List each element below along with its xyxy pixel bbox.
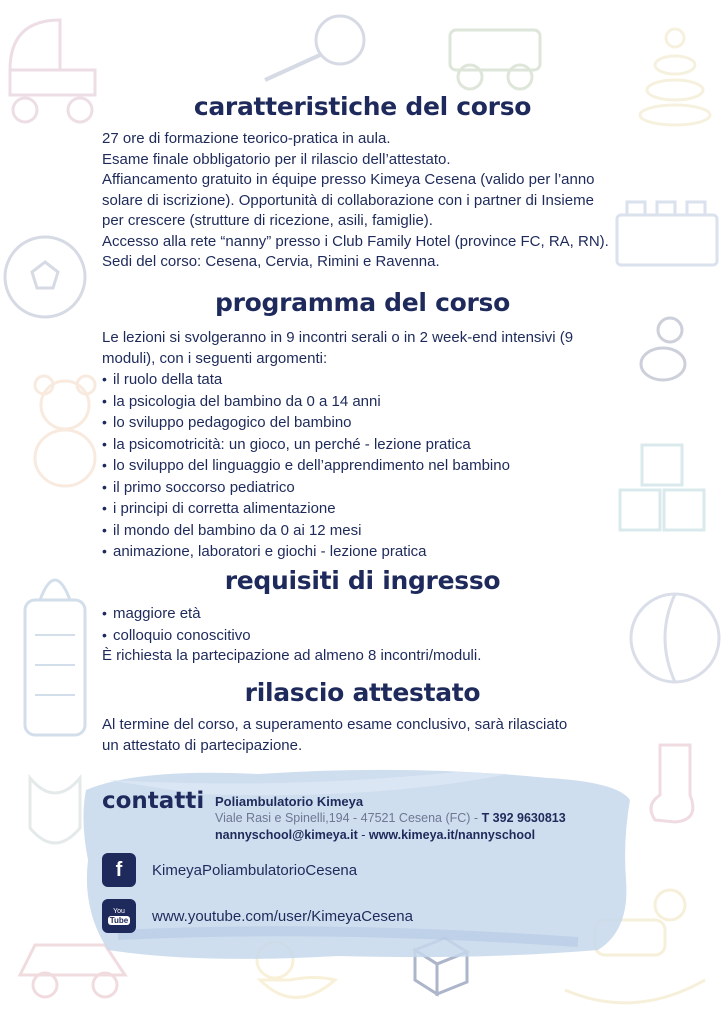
requirements-list bbox=[102, 603, 622, 646]
youtube-icon bbox=[102, 899, 136, 933]
beach-ball-doodle bbox=[625, 588, 725, 688]
teddy-bear-doodle bbox=[20, 370, 110, 490]
features-line: per crescere (strutture di ricezione, asili, famiglie). bbox=[102, 212, 433, 229]
program-heading: programma del corso bbox=[215, 288, 510, 317]
address-line bbox=[215, 810, 625, 827]
list-item: • lo sviluppo del linguaggio e dell’apprendimento nel bambino bbox=[102, 455, 622, 477]
contact-details bbox=[215, 793, 625, 844]
program-text bbox=[102, 328, 622, 563]
ball-doodle bbox=[0, 232, 90, 322]
youtube-link[interactable] bbox=[102, 899, 413, 933]
features-line: 27 ore di formazione teorico-pratica in aula. bbox=[102, 130, 391, 147]
program-topics-list bbox=[102, 369, 622, 563]
list-item: • il primo soccorso pediatrico bbox=[102, 477, 622, 499]
facebook-link[interactable] bbox=[102, 853, 357, 887]
requirements-text bbox=[102, 603, 622, 667]
features-line: Esame finale obbligatorio per il rilascio dell’attestato. bbox=[102, 150, 451, 168]
facebook-icon bbox=[102, 853, 136, 887]
program-intro-line: Le lezioni si svolgeranno in 9 incontri serali o in 2 week-end intensivi (9 bbox=[102, 329, 574, 346]
website-link[interactable]: www.kimeya.it/nannyschool bbox=[368, 828, 536, 842]
list-item: • i principi di corretta alimentazione bbox=[102, 498, 622, 520]
rattle-doodle bbox=[250, 10, 370, 90]
certificate-line: Al termine del corso, a superamento esame conclusivo, sarà rilasciato bbox=[102, 716, 568, 733]
features-line: Accesso alla rete “nanny” presso i Club Family Hotel (province FC, RA, RN). bbox=[102, 232, 609, 250]
features-text bbox=[102, 129, 622, 273]
sock-doodle bbox=[640, 740, 710, 830]
features-line: Affiancamento gratuito in équipe presso Kimeya Cesena (valido per l’anno bbox=[102, 171, 595, 188]
requirements-heading: requisiti di ingresso bbox=[224, 566, 501, 595]
requirements-note: È richiesta la partecipazione ad almeno 8 incontri/moduli. bbox=[102, 647, 482, 664]
list-item: • il ruolo della tata bbox=[102, 369, 622, 391]
youtube-label: www.youtube.com/user/KimeyaCesena bbox=[152, 907, 413, 925]
features-line: solare di iscrizione). Opportunità di collaborazione con i partner di Insieme bbox=[102, 191, 594, 209]
certificate-text bbox=[102, 715, 622, 756]
certificate-line: un attestato di partecipazione. bbox=[102, 736, 303, 754]
list-item: • la psicomotricità: un gioco, un perché - lezione pratica bbox=[102, 434, 622, 456]
features-line: Sedi del corso: Cesena, Cervia, Rimini e Ravenna. bbox=[102, 253, 440, 270]
contacts-heading: contatti bbox=[102, 788, 205, 814]
list-item: • il mondo del bambino da 0 ai 12 mesi bbox=[102, 520, 622, 542]
baby-bottle-doodle bbox=[10, 555, 100, 745]
email-link[interactable]: nannyschool@kimeya.it bbox=[215, 828, 358, 842]
list-item: • lo sviluppo pedagogico del bambino bbox=[102, 412, 622, 434]
list-item: • colloquio conoscitivo bbox=[102, 625, 622, 647]
list-item: • animazione, laboratori e giochi - lezione pratica bbox=[102, 541, 622, 563]
list-item: • la psicologia del bambino da 0 a 14 anni bbox=[102, 391, 622, 413]
toy-train-doodle bbox=[440, 15, 560, 95]
pacifier-doodle bbox=[635, 312, 695, 392]
certificate-heading: rilascio attestato bbox=[244, 678, 481, 707]
youtube-glyph-bottom: Tube bbox=[109, 915, 129, 925]
organization-name: Poliambulatorio Kimeya bbox=[215, 794, 364, 809]
web-line bbox=[215, 827, 625, 844]
lego-brick-doodle bbox=[612, 190, 722, 270]
list-item: • maggiore età bbox=[102, 603, 622, 625]
program-intro-line: moduli), con i seguenti argomenti: bbox=[102, 349, 328, 367]
separator: - bbox=[357, 828, 369, 842]
address: Viale Rasi e Spinelli,194 - 47521 Cesena (FC) - bbox=[215, 811, 482, 825]
toy-blocks-doodle bbox=[612, 440, 712, 540]
phone-number[interactable]: T 392 9630813 bbox=[481, 811, 566, 825]
stroller-doodle bbox=[0, 10, 110, 130]
youtube-glyph-top: You bbox=[113, 907, 125, 915]
facebook-glyph: f bbox=[115, 859, 123, 881]
features-heading: caratteristiche del corso bbox=[193, 92, 532, 121]
stacking-toy-doodle bbox=[635, 20, 715, 130]
facebook-label: KimeyaPoliambulatorioCesena bbox=[152, 861, 358, 879]
